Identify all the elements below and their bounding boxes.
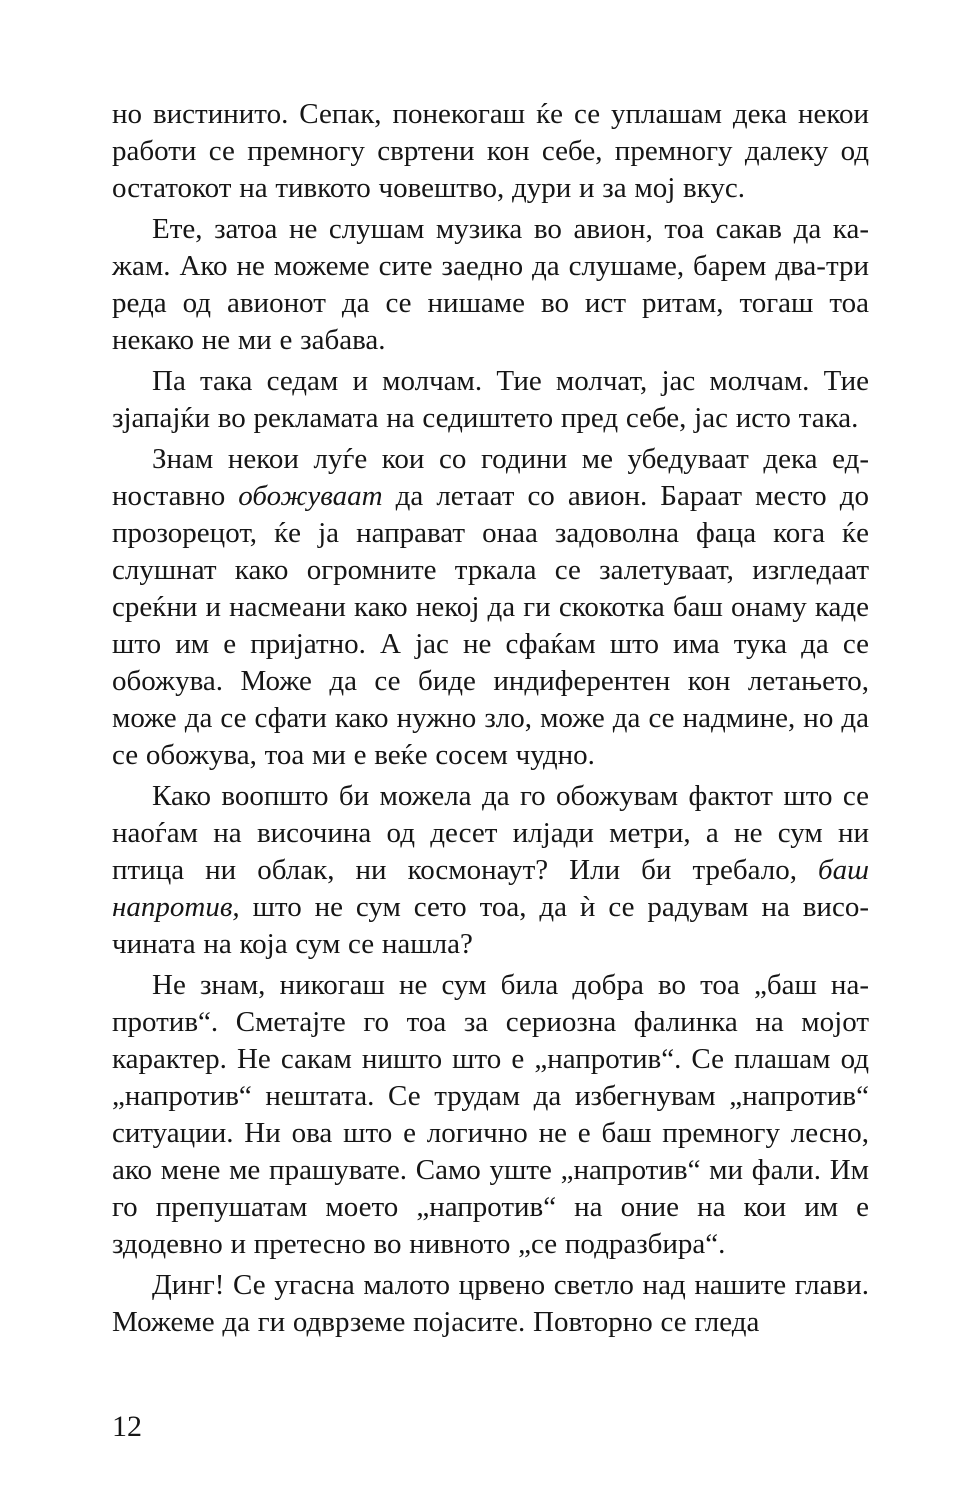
page-number: 12 xyxy=(112,1410,142,1443)
body-text: да летаат со авион. Бараат место до прозорецот, ќе ја направат онаа задоволна фаца кога ќе слушнат како огромните тркала се залетуваат, изгледаат среќни и насмеани како некој да ги скокотка баш онаму каде што им е пријатно. А јас не сфаќам што има тука да се обожува. Може да се биде индиферентен кон летањето, може да се сфати како нужно зло, може да се надмине, но да се обожува, тоа ми е веќе сосем чудно. xyxy=(112,480,869,771)
body-text: Не знам, никогаш не сум била добра во тоа „баш напротив“. Сметајте го тоа за сериозна фалинка на мојот карактер. Не сакам ништо што е „напротив“. Се плашам од „напротив“ нештата. Се трудам да избегнувам „напротив“ ситуации. Ни ова што е логично не е баш премногу лесно, ако мене ме прашувате. Само уште „напротив“ ми фали. Им го препушатам моето „напротив“ на оние на кои им е здодевно и претесно во нивното „се подразбира“. xyxy=(112,969,869,1260)
paragraph xyxy=(112,441,869,774)
body-text: Како воопшто би можела да го обожувам фактот што се наоѓам на височина од десет илјади метри, а не сум ни птица ни облак, ни космонаут? Или би требало, xyxy=(112,780,869,886)
body-text: но вистинито. Сепак, понекогаш ќе се уплашам дека некои работи се премногу свртени кон себе, премногу далеку од остатокот на тивкото човештво, дури и за мој вкус. xyxy=(112,98,869,204)
paragraph xyxy=(112,363,869,437)
body-text: Па така седам и молчам. Тие молчат, јас молчам. Тие зјапајќи во рекламата на седиштето пред себе, јас исто така. xyxy=(112,365,869,434)
paragraph xyxy=(112,96,869,207)
italic-text: баш напротив, xyxy=(112,854,869,923)
paragraph xyxy=(112,967,869,1263)
body-text: Динг! Се угасна малото црвено светло над нашите глави. Можеме да ги одврземе појасите. Повторно се гледа xyxy=(112,1269,869,1338)
paragraph xyxy=(112,778,869,963)
paragraph xyxy=(112,211,869,359)
body-text: Ете, затоа не слушам музика во авион, тоа сакав да кажам. Ако не можеме сите заедно да слушаме, барем два-три реда од авионот да се нишаме во ист ритам, тогаш тоа некако не ми е забава. xyxy=(112,213,869,356)
page-text xyxy=(112,96,869,1341)
body-text: што не сум сето тоа, да ѝ се радувам на височината на која сум се нашла? xyxy=(112,891,869,960)
paragraph xyxy=(112,1267,869,1341)
body-text: Знам некои луѓе кои со години ме убедуваат дека едноставно xyxy=(112,443,869,512)
italic-text: обожуваат xyxy=(238,480,383,512)
